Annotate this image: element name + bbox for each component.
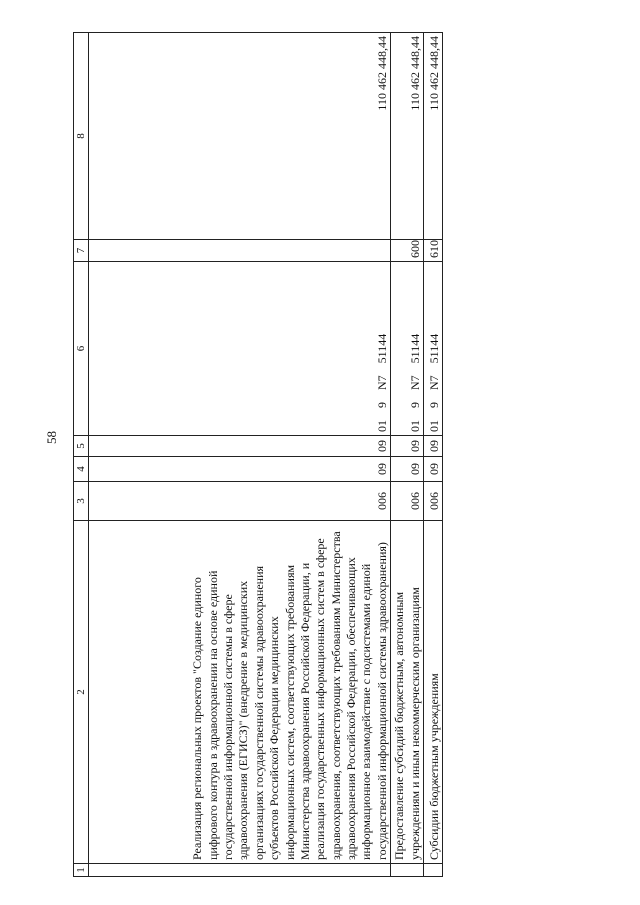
- expense-type-cell: [89, 240, 391, 262]
- target-code-part: N7: [374, 375, 389, 390]
- target-code-part: 01: [407, 420, 422, 432]
- subsection-cell: 09: [391, 436, 424, 457]
- expense-type-cell: 600: [391, 240, 424, 262]
- description-cell: Субсидии бюджетным учреждениям: [424, 521, 443, 864]
- row-index-cell: [89, 864, 391, 877]
- page-number: 58: [44, 431, 59, 444]
- header-cell: 1: [74, 864, 89, 877]
- grbs-cell: 006: [89, 482, 391, 521]
- table-row: [424, 33, 443, 877]
- table-header-row: [74, 33, 89, 877]
- subsection-cell: 09: [89, 436, 391, 457]
- section-cell: 09: [391, 457, 424, 482]
- row-index-cell: [424, 864, 443, 877]
- grbs-cell: 006: [424, 482, 443, 521]
- section-cell: 09: [89, 457, 391, 482]
- header-cell: 3: [74, 482, 89, 521]
- target-code-part: N7: [426, 375, 441, 390]
- row-index-cell: [391, 864, 424, 877]
- target-code-part: 51144: [407, 333, 422, 364]
- amount-cell: 110 462 448,44: [89, 33, 391, 240]
- description-cell: Предоставление субсидий бюджетным, автономным учреждениям и иным некоммерческим организациям: [391, 521, 424, 864]
- target-code-part: 01: [374, 420, 389, 432]
- table-row: [391, 33, 424, 877]
- description-cell: Реализация региональных проектов "Создание единого цифрового контура в здравоохранении на основе единой государственной информационной системы в сфере здравоохранения (ЕГИСЗ)" (внедрение в медицинских организациях государственной системы здравоохранения субъектов Российской Федерации медицинских информационных систем, соответствующих требованиям Министерства здравоохранения Российской Федерации, и реализация государственных информационных систем в сфере здравоохранения, соответствующих требованиям Министерства здравоохранения Российской Федерации, обеспечивающих информационное взаимодействие с подсистемами единой государственной информационной системы здравоохранения): [89, 521, 391, 864]
- target-code-part: 51144: [426, 333, 441, 364]
- expense-type-cell: 610: [424, 240, 443, 262]
- grbs-cell: 006: [391, 482, 424, 521]
- target-code-part: 51144: [374, 333, 389, 364]
- subsection-cell: 09: [424, 436, 443, 457]
- budget-table: [73, 32, 443, 877]
- header-cell: 8: [74, 33, 89, 240]
- amount-cell: 110 462 448,44: [424, 33, 443, 240]
- target-article-cell: [89, 262, 391, 436]
- target-code-part: 9: [426, 402, 441, 408]
- header-cell: 7: [74, 240, 89, 262]
- section-cell: 09: [424, 457, 443, 482]
- target-article-cell: [424, 262, 443, 436]
- target-code-part: 9: [407, 402, 422, 408]
- table-row: [89, 33, 391, 877]
- header-cell: 2: [74, 521, 89, 864]
- header-cell: 6: [74, 262, 89, 436]
- header-cell: 5: [74, 436, 89, 457]
- amount-cell: 110 462 448,44: [391, 33, 424, 240]
- budget-table-rotated: [73, 33, 440, 877]
- target-article-cell: [391, 262, 424, 436]
- target-code-part: N7: [407, 375, 422, 390]
- header-cell: 4: [74, 457, 89, 482]
- target-code-part: 9: [374, 402, 389, 408]
- target-code-part: 01: [426, 420, 441, 432]
